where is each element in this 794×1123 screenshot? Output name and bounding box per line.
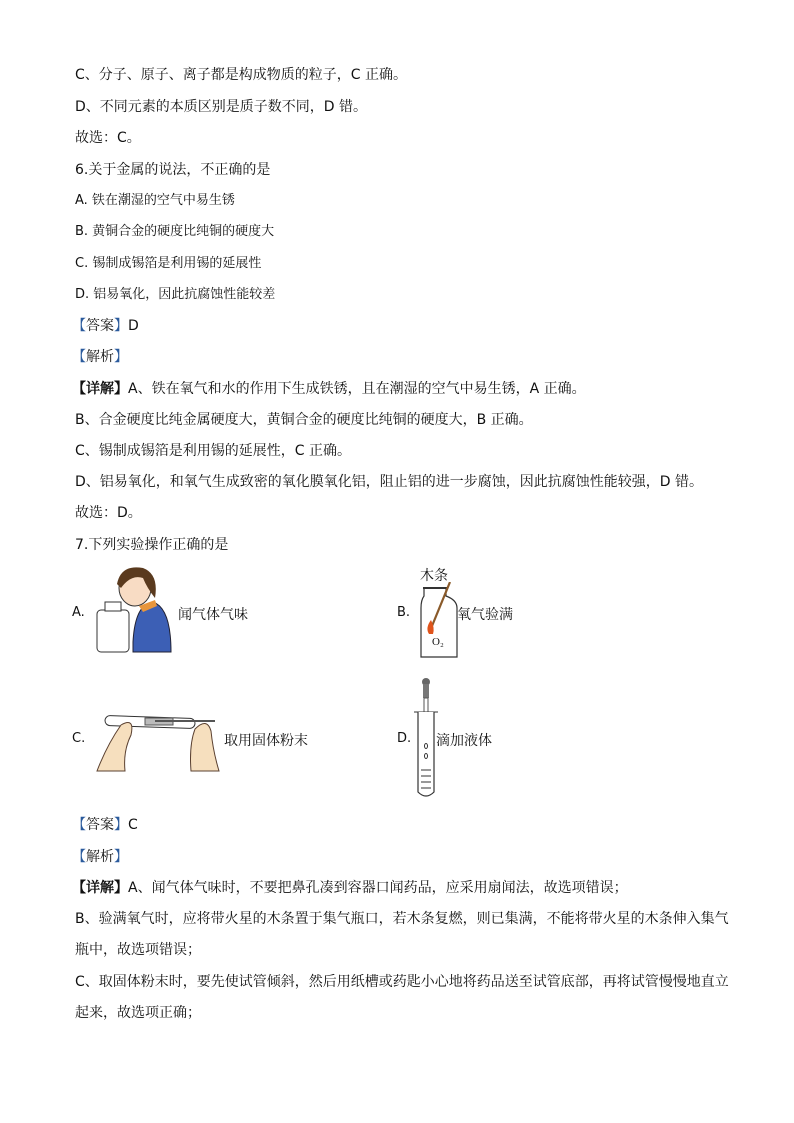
q7-stem: 7.下列实验操作正确的是 <box>75 537 229 553</box>
q7-option-d-letter: D. <box>397 731 412 746</box>
q6-option-b: B. 黄铜合金的硬度比纯铜的硬度大 <box>75 224 275 239</box>
q6-option-a: A. 铁在潮湿的空气中易生锈 <box>75 193 235 208</box>
q7-option-d-label: 滴加液体 <box>436 733 492 749</box>
q7-detail-c-cont: 起来，故选项正确； <box>75 1005 201 1021</box>
q7-detail-c: C、取固体粉末时，要先使试管倾斜，然后用纸槽或药匙小心地将药品送至试管底部，再将试管慢慢地直立 <box>75 974 729 990</box>
q6-detail-a: 【详解】A、铁在氧气和水的作用下生成铁锈，且在潮湿的空气中易生锈，A 正确。 <box>72 381 586 397</box>
q5-option-c-explanation: C、分子、原子、离子都是构成物质的粒子，C 正确。 <box>75 67 407 83</box>
q7-option-c-letter: C. <box>72 731 86 746</box>
q7-detail-a: 【详解】A、闻气体气味时，不要把鼻孔凑到容器口闻药品，应采用扇闻法，故选项错误； <box>72 880 628 896</box>
q7-detail-b-cont: 瓶中，故选项错误； <box>75 942 201 958</box>
q6-detail-b: B、合金硬度比纯金属硬度大，黄铜合金的硬度比纯铜的硬度大，B 正确。 <box>75 412 533 428</box>
q7-answer: 【答案】C <box>72 817 138 833</box>
q7-detail-b: B、验满氧气时，应将带火星的木条置于集气瓶口，若木条复燃，则已集满，不能将带火星的木条伸入集气 <box>75 911 729 927</box>
q7-analysis-heading: 【解析】 <box>72 849 128 865</box>
q7-option-b-letter: B. <box>397 605 411 620</box>
q6-detail-c: C、锡制成锡箔是利用锡的延展性，C 正确。 <box>75 443 351 459</box>
wood-stick-label: 木条 <box>420 568 448 584</box>
q5-option-d-explanation: D、不同元素的本质区别是质子数不同，D 错。 <box>75 99 368 115</box>
q5-choice: 故选：C。 <box>75 130 141 146</box>
oxygen-bottle-illustration <box>415 582 460 660</box>
smelling-gas-illustration <box>95 564 175 656</box>
q6-answer: 【答案】D <box>72 318 139 334</box>
powder-tube-illustration <box>95 705 220 773</box>
q6-analysis-heading: 【解析】 <box>72 349 128 365</box>
q6-option-d: D. 铝易氧化，因此抗腐蚀性能较差 <box>75 287 276 302</box>
q7-option-b-label: 氧气验满 <box>457 607 513 623</box>
q6-choice: 故选：D。 <box>75 505 142 521</box>
q7-option-c-label: 取用固体粉末 <box>224 733 308 749</box>
q6-stem: 6.关于金属的说法，不正确的是 <box>75 162 271 178</box>
q7-option-a-letter: A. <box>72 605 85 620</box>
q7-option-a-label: 闻气体气味 <box>178 607 248 623</box>
oxygen-formula: O₂ <box>432 636 444 648</box>
q6-option-c: C. 锡制成锡箔是利用锡的延展性 <box>75 256 262 271</box>
q6-detail-d: D、铝易氧化，和氧气生成致密的氧化膜氧化铝，阻止铝的进一步腐蚀，因此抗腐蚀性能较强，D 错。 <box>75 474 704 490</box>
